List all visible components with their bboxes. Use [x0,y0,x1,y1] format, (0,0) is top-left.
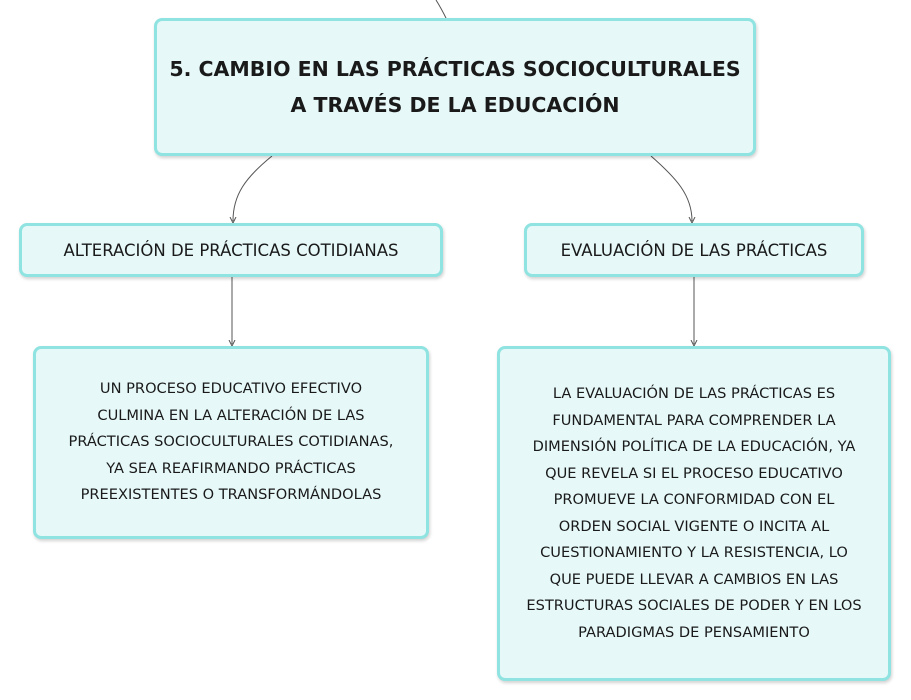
detail-line: PARADIGMAS DE PENSAMIENTO [578,623,810,641]
main-topic-line-1: 5. CAMBIO EN LAS PRÁCTICAS SOCIOCULTURALES [169,57,741,81]
detail-line: PROMUEVE LA CONFORMIDAD CON EL [553,491,835,508]
main-topic-line-2: A TRAVÉS DE LA EDUCACIÓN [290,93,620,117]
detail-node-evaluacion[interactable] [497,346,891,681]
connector-main-to-right [651,156,692,221]
subtopic-node-evaluacion[interactable] [524,223,864,277]
detail-line: QUE REVELA SI EL PROCESO EDUCATIVO [545,464,843,482]
detail-line: QUE PUEDE LLEVAR A CAMBIOS EN LAS [549,570,839,588]
detail-line: UN PROCESO EDUCATIVO EFECTIVO [99,380,363,398]
subtopic-title: ALTERACIÓN DE PRÁCTICAS COTIDIANAS [63,240,399,260]
subtopic-node-alteracion[interactable] [19,223,443,277]
detail-line: CUESTIONAMIENTO Y LA RESISTENCIA, LO [540,544,848,561]
detail-line: FUNDAMENTAL PARA COMPRENDER LA [552,411,836,429]
detail-line: PRÁCTICAS SOCIOCULTURALES COTIDIANAS, [68,433,394,451]
detail-line: ORDEN SOCIAL VIGENTE O INCITA AL [558,517,830,535]
detail-line: DIMENSIÓN POLÍTICA DE LA EDUCACIÓN, YA [532,438,856,455]
main-topic-node[interactable] [154,18,756,156]
connector-main-to-left [233,156,272,221]
detail-line: YA SEA REAFIRMANDO PRÁCTICAS [106,459,356,477]
subtopic-title: EVALUACIÓN DE LAS PRÁCTICAS [560,240,828,260]
connector-from-parent [436,0,446,18]
detail-node-alteracion[interactable] [33,346,429,539]
detail-line: ESTRUCTURAS SOCIALES DE PODER Y EN LOS [526,597,862,614]
detail-line: PREEXISTENTES O TRANSFORMÁNDOLAS [80,486,382,504]
detail-line: CULMINA EN LA ALTERACIÓN DE LAS [97,406,365,424]
detail-line: LA EVALUACIÓN DE LAS PRÁCTICAS ES [552,385,836,402]
